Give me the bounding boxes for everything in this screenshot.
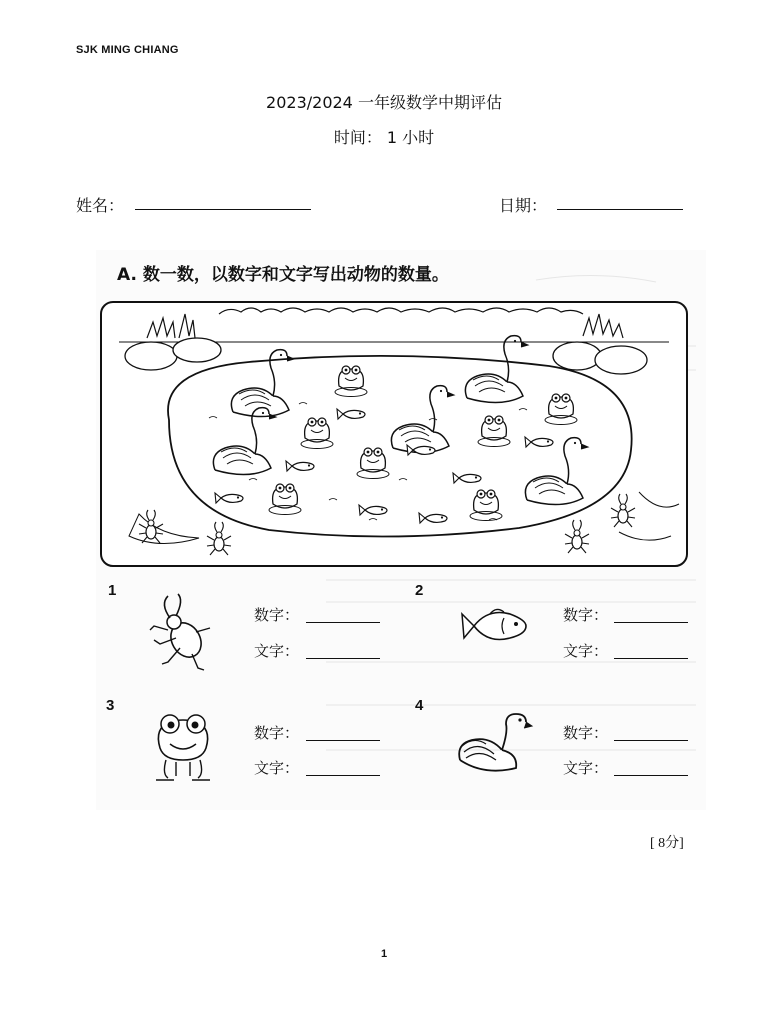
question-number: 2 [415, 582, 424, 599]
date-field[interactable] [557, 209, 683, 210]
section-a-title: A. 数一数，以数字和文字写出动物的数量。 [117, 265, 449, 285]
swan-icon [454, 710, 534, 782]
fish-icon [460, 604, 530, 648]
exam-duration: 时间： 1 小时 [333, 128, 435, 147]
word-label: 文字： [563, 759, 609, 777]
number-label: 数字： [254, 724, 300, 742]
page-number: 1 [380, 948, 388, 960]
name-label: 姓名： [76, 196, 125, 215]
beetle-icon [148, 592, 216, 672]
answer-number-field-1[interactable] [306, 622, 380, 623]
answer-word-field-4[interactable] [614, 775, 688, 776]
number-label: 数字： [563, 606, 609, 624]
answer-word-field-2[interactable] [614, 658, 688, 659]
number-label: 数字： [254, 606, 300, 624]
question-number: 3 [106, 697, 115, 714]
answer-number-field-2[interactable] [614, 622, 688, 623]
answer-word-field-1[interactable] [306, 658, 380, 659]
word-label: 文字： [563, 642, 609, 660]
number-label: 数字： [563, 724, 609, 742]
frog-icon [150, 708, 216, 786]
answer-number-field-4[interactable] [614, 740, 688, 741]
word-label: 文字： [254, 642, 300, 660]
school-name: SJK MING CHIANG [76, 44, 179, 56]
question-number: 1 [108, 582, 117, 599]
marks-total: [ 8分] [650, 836, 684, 851]
name-field[interactable] [135, 209, 311, 210]
question-number: 4 [415, 697, 424, 714]
date-label: 日期： [499, 196, 548, 215]
pond-scene-illustration [99, 300, 689, 568]
answer-word-field-3[interactable] [306, 775, 380, 776]
word-label: 文字： [254, 759, 300, 777]
exam-title: 2023/2024 一年级数学中期评估 [266, 93, 502, 112]
answer-number-field-3[interactable] [306, 740, 380, 741]
